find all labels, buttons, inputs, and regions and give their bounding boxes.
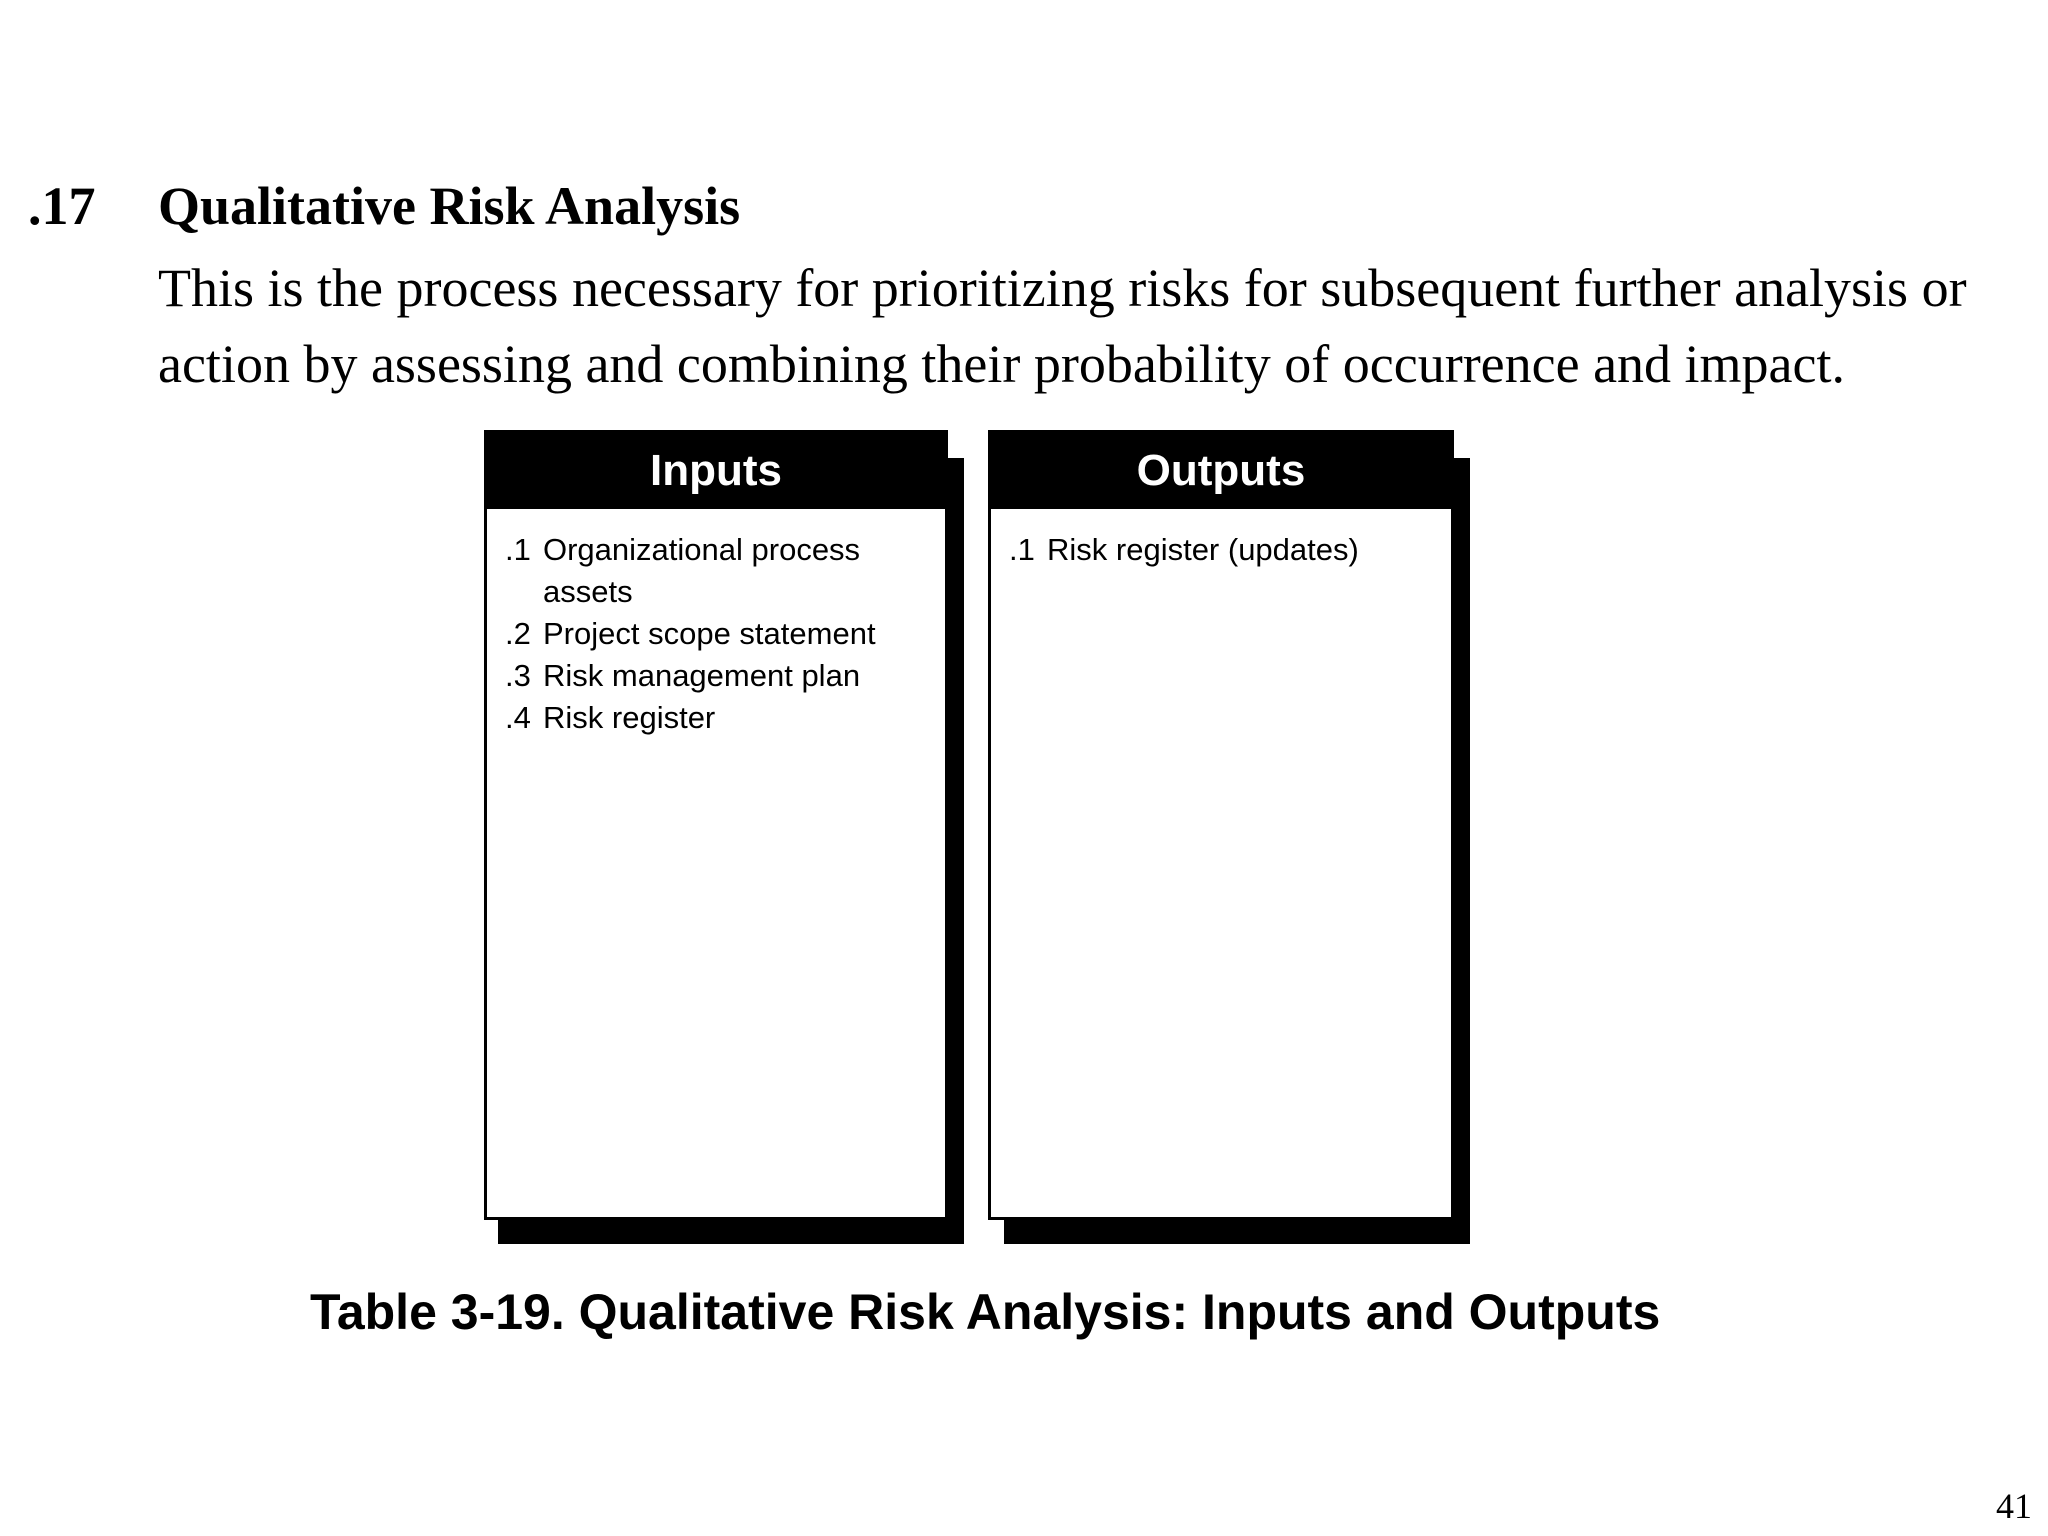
outputs-box	[988, 430, 1454, 1220]
section-title: Qualitative Risk Analysis	[158, 176, 741, 236]
list-item	[505, 697, 935, 739]
section-number: .17	[28, 176, 96, 236]
item-text: Risk management plan	[543, 658, 861, 693]
item-text: Risk register (updates)	[1047, 532, 1359, 567]
outputs-list	[1009, 529, 1441, 571]
section-description: This is the process necessary for prioritizing risks for subsequent further analysis or action by assessing and combining their probability of occurrence and impact.	[158, 258, 1967, 394]
list-item	[505, 655, 935, 697]
inputs-list	[505, 529, 935, 739]
list-item	[505, 613, 935, 655]
inputs-header: Inputs	[487, 433, 945, 509]
item-number: .3	[505, 658, 531, 693]
item-number: .1	[1009, 532, 1035, 567]
item-text: Project scope statement	[543, 616, 876, 651]
item-number: .1	[505, 532, 531, 567]
table-caption: Table 3-19. Qualitative Risk Analysis: Inputs and Outputs	[310, 1284, 1661, 1340]
page-number: 41	[1996, 1486, 2032, 1526]
item-number: .2	[505, 616, 531, 651]
item-number: .4	[505, 700, 531, 735]
outputs-header: Outputs	[991, 433, 1451, 509]
list-item	[505, 529, 935, 613]
item-text: Risk register	[543, 700, 716, 735]
item-text: Organizational process assets	[543, 532, 861, 609]
list-item	[1009, 529, 1441, 571]
inputs-box	[484, 430, 948, 1220]
